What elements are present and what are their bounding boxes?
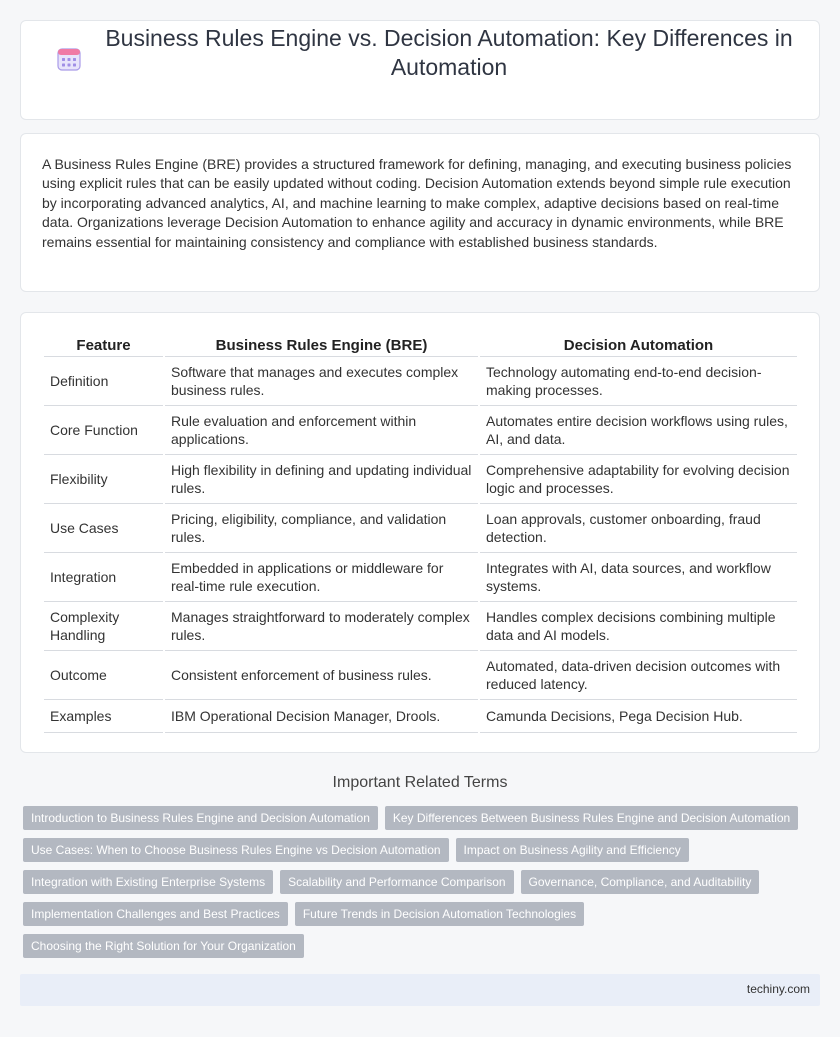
column-header-bre: Business Rules Engine (BRE): [165, 333, 478, 357]
related-term-tag[interactable]: Future Trends in Decision Automation Technologies: [295, 902, 584, 926]
bre-cell: High flexibility in defining and updating individual rules.: [165, 455, 478, 504]
column-header-decision-automation: Decision Automation: [480, 333, 797, 357]
intro-card: [20, 133, 820, 292]
decision-automation-cell: Comprehensive adaptability for evolving decision logic and processes.: [480, 455, 797, 504]
table-row: [44, 700, 797, 733]
decision-automation-cell: Handles complex decisions combining multiple data and AI models.: [480, 602, 797, 651]
column-header-feature: Feature: [44, 333, 163, 357]
related-term-tag[interactable]: Impact on Business Agility and Efficiency: [456, 838, 689, 862]
comparison-table-card: [20, 312, 820, 753]
related-term-tag[interactable]: Integration with Existing Enterprise Systems: [23, 870, 273, 894]
bre-cell: Pricing, eligibility, compliance, and validation rules.: [165, 504, 478, 553]
table-row: [44, 504, 797, 553]
table-row: [44, 357, 797, 406]
decision-automation-cell: Automated, data-driven decision outcomes with reduced latency.: [480, 651, 797, 700]
tag-row: [23, 870, 813, 894]
table-row: [44, 406, 797, 455]
tag-row: [23, 806, 813, 830]
related-term-tag[interactable]: Use Cases: When to Choose Business Rules Engine vs Decision Automation: [23, 838, 449, 862]
feature-cell: Core Function: [44, 406, 163, 455]
page-title: Business Rules Engine vs. Decision Automation: Key Differences in Automation: [105, 25, 793, 80]
bre-cell: Manages straightforward to moderately complex rules.: [165, 602, 478, 651]
bre-cell: Embedded in applications or middleware for real-time rule execution.: [165, 553, 478, 602]
bre-cell: IBM Operational Decision Manager, Drools.: [165, 700, 478, 733]
related-terms-title: Important Related Terms: [332, 774, 508, 791]
table-row: [44, 651, 797, 700]
decision-automation-cell: Camunda Decisions, Pega Decision Hub.: [480, 700, 797, 733]
related-term-tag[interactable]: Scalability and Performance Comparison: [280, 870, 513, 894]
related-term-tag[interactable]: Introduction to Business Rules Engine and Decision Automation: [23, 806, 378, 830]
feature-cell: Outcome: [44, 651, 163, 700]
table-row: [44, 553, 797, 602]
footer: [20, 974, 820, 1006]
feature-cell: Integration: [44, 553, 163, 602]
feature-cell: Definition: [44, 357, 163, 406]
bre-cell: Consistent enforcement of business rules.: [165, 651, 478, 700]
decision-automation-cell: Integrates with AI, data sources, and workflow systems.: [480, 553, 797, 602]
table-row: [44, 455, 797, 504]
feature-cell: Examples: [44, 700, 163, 733]
feature-cell: Use Cases: [44, 504, 163, 553]
related-terms-list: [23, 806, 813, 966]
related-term-tag[interactable]: Choosing the Right Solution for Your Organization: [23, 934, 304, 958]
related-term-tag[interactable]: Implementation Challenges and Best Practices: [23, 902, 288, 926]
comparison-table: [42, 333, 799, 733]
related-term-tag[interactable]: Governance, Compliance, and Auditability: [521, 870, 760, 894]
intro-text: A Business Rules Engine (BRE) provides a structured framework for defining, managing, and executing business policies using explicit rules that can be easily updated without coding. Decision Automation extends beyond simple rule execution by incorporating advanced analytics, AI, and machine learning to make complex, adaptive decisions based on real-time data. Organizations leverage Decision Automation to enhance agility and accuracy in dynamic environments, while BRE remains essential for maintaining consistency and compliance with established business standards.: [42, 156, 792, 250]
table-row: [44, 602, 797, 651]
bre-cell: Rule evaluation and enforcement within applications.: [165, 406, 478, 455]
feature-cell: Complexity Handling: [44, 602, 163, 651]
decision-automation-cell: Technology automating end-to-end decision-making processes.: [480, 357, 797, 406]
feature-cell: Flexibility: [44, 455, 163, 504]
footer-site-link[interactable]: techiny.com: [746, 982, 810, 996]
tag-row: [23, 934, 813, 958]
related-term-tag[interactable]: Key Differences Between Business Rules Engine and Decision Automation: [385, 806, 798, 830]
table-header-row: [44, 333, 797, 357]
title-wrap: [40, 24, 820, 82]
decision-automation-cell: Loan approvals, customer onboarding, fraud detection.: [480, 504, 797, 553]
tag-row: [23, 902, 813, 926]
tag-row: [23, 838, 813, 862]
bre-cell: Software that manages and executes complex business rules.: [165, 357, 478, 406]
decision-automation-cell: Automates entire decision workflows using rules, AI, and data.: [480, 406, 797, 455]
